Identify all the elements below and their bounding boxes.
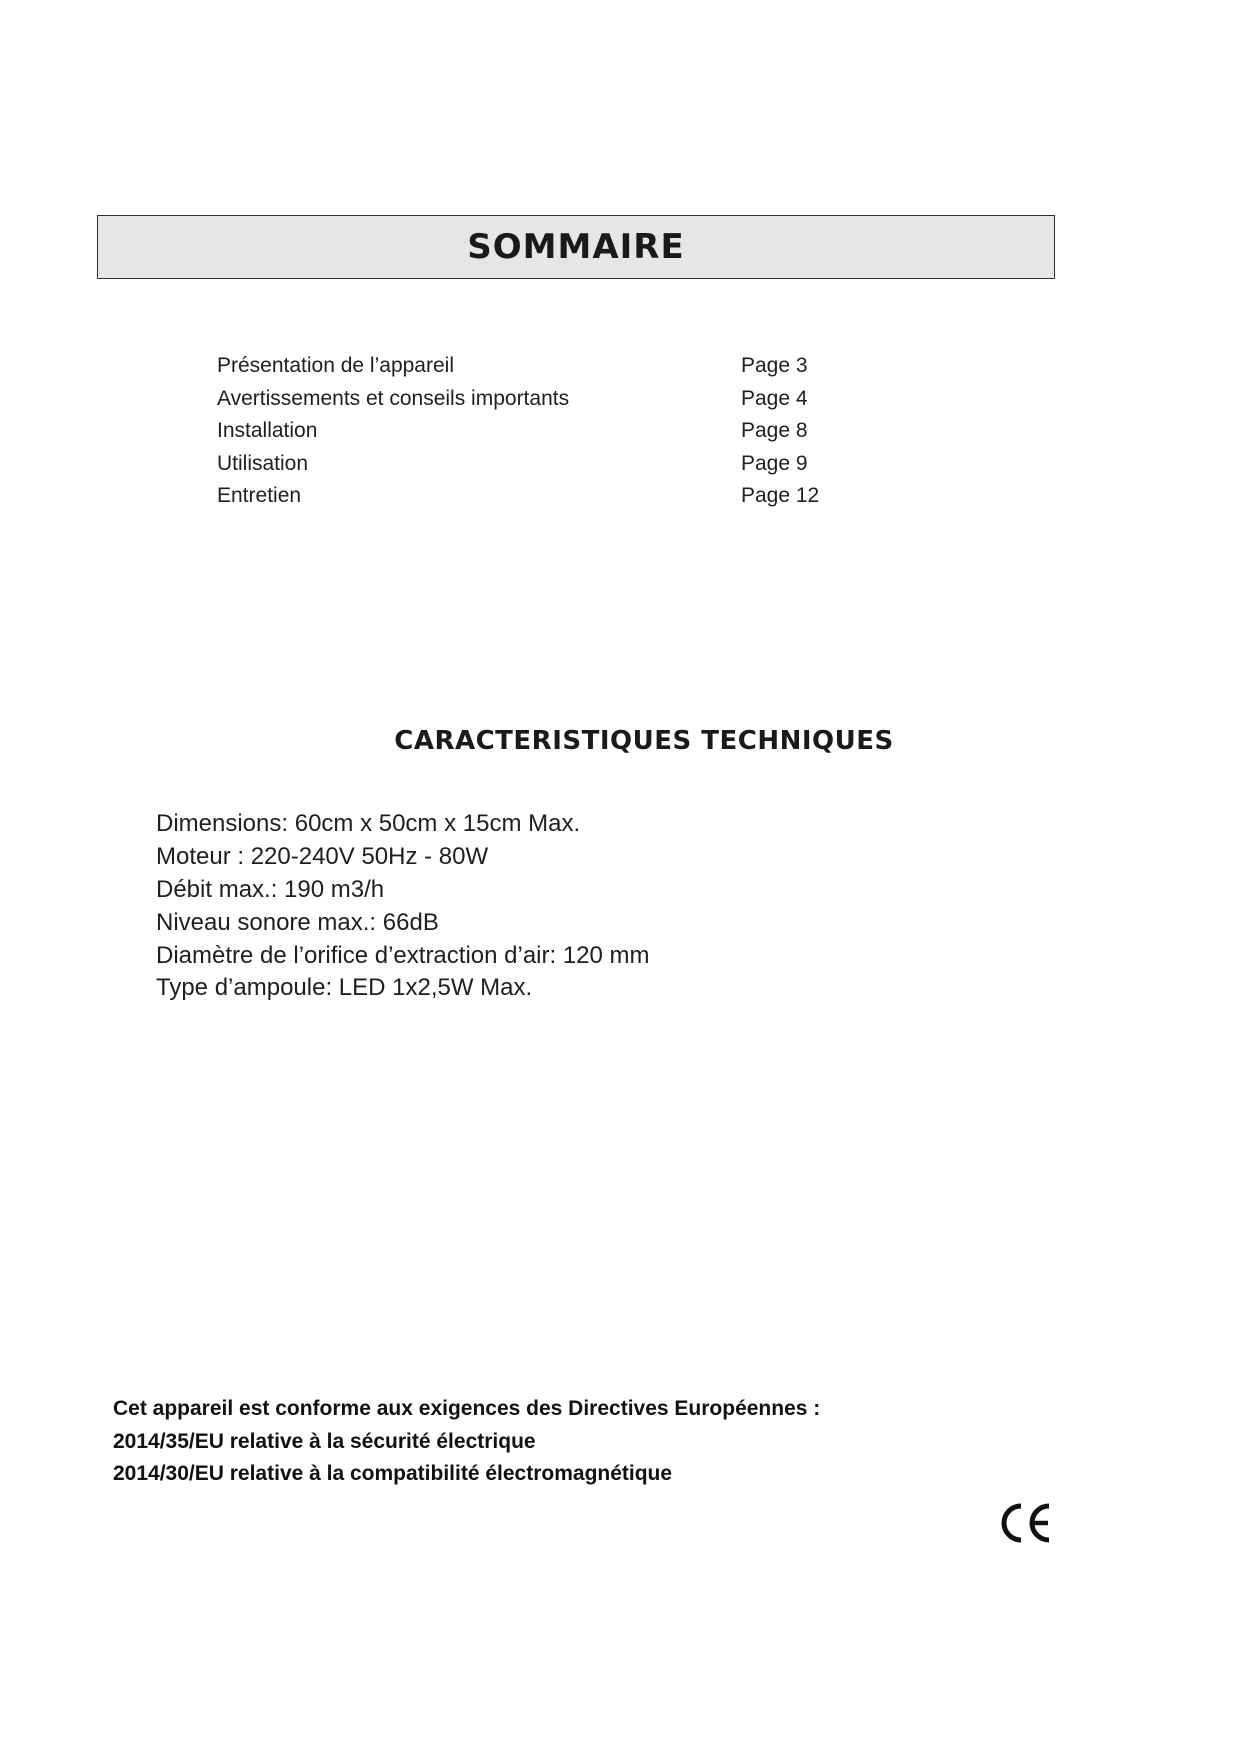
toc-item-label: Avertissements et conseils importants bbox=[217, 386, 570, 410]
spec-line: Dimensions: 60cm x 50cm x 15cm Max. bbox=[156, 810, 581, 838]
toc-item bbox=[217, 350, 857, 383]
conformity-line: Cet appareil est conforme aux exigences des Directives Européennes : bbox=[113, 1397, 821, 1421]
specs-title: CARACTERISTIQUES TECHNIQUES bbox=[394, 726, 894, 756]
conformity-line: 2014/30/EU relative à la compatibilité électromagnétique bbox=[113, 1462, 673, 1486]
sommaire-header bbox=[97, 215, 1055, 279]
toc-item-label: Entretien bbox=[217, 484, 302, 508]
sommaire-title: SOMMAIRE bbox=[467, 227, 685, 267]
toc-item bbox=[217, 383, 857, 416]
spec-line: Niveau sonore max.: 66dB bbox=[156, 908, 439, 936]
conformity-line: 2014/35/EU relative à la sécurité électrique bbox=[113, 1429, 536, 1453]
toc-item-page: Page 9 bbox=[741, 451, 808, 475]
spec-line: Débit max.: 190 m3/h bbox=[156, 875, 385, 903]
spec-line: Diamètre de l’orifice d’extraction d’air: 120 mm bbox=[156, 941, 650, 969]
toc-item bbox=[217, 448, 857, 481]
ce-mark-icon bbox=[997, 1502, 1053, 1544]
toc-item-page: Page 4 bbox=[741, 386, 808, 410]
toc-item bbox=[217, 480, 857, 513]
spec-line: Type d’ampoule: LED 1x2,5W Max. bbox=[156, 974, 533, 1002]
toc-item-page: Page 12 bbox=[741, 484, 820, 508]
toc-item bbox=[217, 415, 857, 448]
conformity-statement bbox=[113, 1393, 820, 1491]
toc-item-label: Utilisation bbox=[217, 451, 309, 475]
toc-item-label: Installation bbox=[217, 419, 318, 443]
spec-line: Moteur : 220-240V 50Hz - 80W bbox=[156, 843, 489, 871]
toc-item-page: Page 8 bbox=[741, 419, 808, 443]
table-of-contents bbox=[217, 350, 857, 513]
technical-specs-list bbox=[156, 808, 650, 1005]
toc-item-page: Page 3 bbox=[741, 354, 808, 378]
toc-item-label: Présentation de l’appareil bbox=[217, 354, 454, 378]
